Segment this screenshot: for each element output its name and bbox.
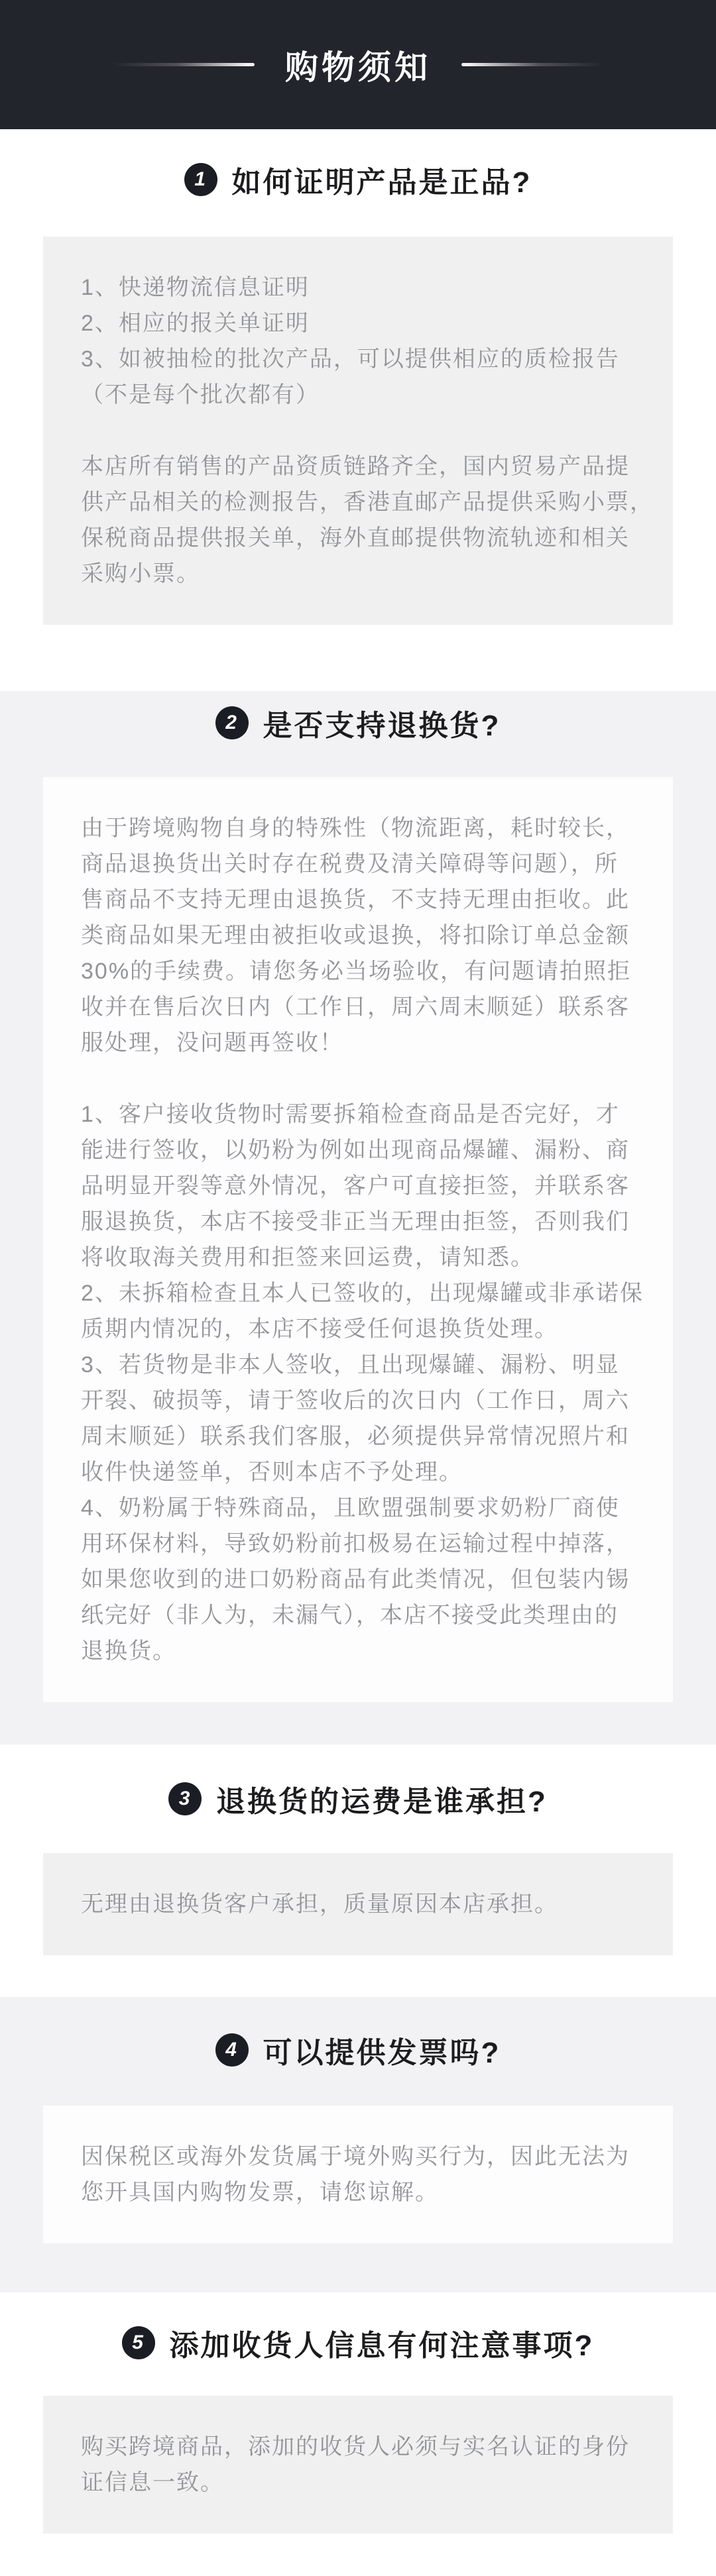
answer-text-line: 2、未拆箱检查且本人已签收的，出现爆罐或非承诺保 (81, 1281, 644, 1306)
page-title: 购物须知 (285, 48, 431, 86)
decor-line-right-icon (461, 63, 604, 66)
answer-text-line: 能进行签收，以奶粉为例如出现商品爆罐、漏粉、商 (81, 1138, 630, 1163)
number-badge-2-icon (215, 706, 249, 739)
answer-text-line (81, 413, 644, 449)
answer-text-line: 购买跨境商品，添加的收货人必须与实名认证的身份 (81, 2434, 630, 2459)
answer-text-line: 本店所有销售的产品资质链路齐全，国内贸易产品提 (81, 454, 630, 479)
answer-text-line: 商品退换货出关时存在税费及清关障碍等问题），所 (81, 851, 619, 877)
answer-box (43, 2106, 673, 2243)
answer-text-line: 2、相应的报关单证明 (81, 311, 310, 336)
answer-text-line: 品明显开裂等意外情况，客户可直接拒签，并联系客 (81, 1173, 630, 1199)
answer-box (43, 777, 673, 1702)
answer-text-line: 30%的手续费。请您务必当场验收，有问题请拍照拒 (81, 959, 632, 984)
answer-text-line: 1、客户接收货物时需要拆箱检查商品是否完好，才 (81, 1102, 620, 1127)
answer-text-line: 纸完好（非人为，未漏气），本店不接受此类理由的 (81, 1603, 619, 1628)
answer-text-line: （不是每个批次都有） (81, 382, 320, 407)
answer-text-line: 将收取海关费用和拒签来回运费，请知悉。 (81, 1245, 534, 1270)
answer-text-line: 收件快递签单，否则本店不予处理。 (81, 1460, 463, 1485)
question-title: 退换货的运费是谁承担? (216, 1786, 548, 1818)
answer-text-line: 用环保材料，导致奶粉前扣极易在运输过程中掉落， (81, 1531, 630, 1556)
question-title: 添加收货人信息有何注意事项? (169, 2330, 595, 2362)
page-header (0, 0, 716, 129)
number-badge-3-icon (168, 1782, 202, 1815)
section-returns (0, 691, 716, 1744)
answer-text-line: 采购小票。 (81, 561, 200, 586)
answer-text-line: 4、奶粉属于特殊商品，且欧盟强制要求奶粉厂商使 (81, 1495, 620, 1521)
question-row (0, 161, 716, 198)
answer-text-line: 无理由退换货客户承担，质量原因本店承担。 (81, 1892, 558, 1917)
answer-text-line: 3、如被抽检的批次产品，可以提供相应的质检报告 (81, 347, 620, 372)
number-badge-1-icon (184, 163, 217, 196)
answer-text-line: 如果您收到的进口奶粉商品有此类情况，但包装内锡 (81, 1567, 630, 1592)
question-title: 可以提供发票吗? (263, 2037, 501, 2069)
badge-digit: 5 (132, 2332, 143, 2353)
question-row (0, 1780, 716, 1817)
answer-text-line: 质期内情况的，本店不接受任何退换货处理。 (81, 1316, 558, 1342)
number-badge-5-icon (122, 2326, 155, 2359)
number-badge-4-icon (215, 2033, 249, 2066)
answer-text-line: 供产品相关的检测报告，香港直邮产品提供采购小票， (81, 490, 654, 515)
answer-text-line: 服退换货，本店不接受非正当无理由拒签，否则我们 (81, 1209, 630, 1234)
question-row (0, 704, 716, 741)
question-row (0, 2324, 716, 2361)
badge-digit: 4 (225, 2039, 237, 2061)
decor-line-left-icon (112, 63, 255, 66)
answer-text-line: 由于跨境购物自身的特殊性（物流距离，耗时较长， (81, 816, 630, 841)
answer-box (43, 1853, 673, 1955)
section-shipping-fee (0, 1744, 716, 1997)
answer-text-line: 您开具国内购物发票，请您谅解。 (81, 2180, 439, 2205)
badge-digit: 2 (225, 712, 237, 733)
answer-box (43, 2396, 673, 2534)
answer-text-line (81, 1061, 644, 1097)
answer-text-line: 1、快递物流信息证明 (81, 275, 310, 300)
section-recipient-info (0, 2292, 716, 2576)
answer-text-line: 因保税区或海外发货属于境外购买行为，因此无法为 (81, 2144, 630, 2169)
answer-text-line: 3、若货物是非本人签收，且出现爆罐、漏粉、明显 (81, 1352, 620, 1377)
answer-text-line: 服处理，没问题再签收！ (81, 1030, 343, 1055)
answer-text-line: 周末顺延）联系我们客服，必须提供异常情况照片和 (81, 1424, 630, 1449)
answer-text-line: 开裂、破损等，请于签收后的次日内（工作日，周六 (81, 1388, 630, 1413)
section-invoice (0, 1997, 716, 2292)
question-title: 是否支持退换货? (263, 710, 501, 742)
answer-text-line: 收并在售后次日内（工作日，周六周末顺延）联系客 (81, 994, 630, 1020)
answer-text-line: 售商品不支持无理由退换货，不支持无理由拒收。此 (81, 887, 630, 912)
answer-text-line: 保税商品提供报关单，海外直邮提供物流轨迹和相关 (81, 525, 630, 551)
answer-text-line: 证信息一致。 (81, 2470, 224, 2495)
section-authenticity (0, 129, 716, 691)
answer-text-line: 退换货。 (81, 1638, 176, 1664)
question-row (0, 2031, 716, 2068)
answer-text-line: 类商品如果无理由被拒收或退换，将扣除订单总金额 (81, 923, 630, 948)
badge-digit: 3 (178, 1788, 190, 1809)
question-title: 如何证明产品是正品? (231, 166, 532, 199)
answer-box (43, 237, 673, 625)
badge-digit: 1 (194, 168, 206, 190)
